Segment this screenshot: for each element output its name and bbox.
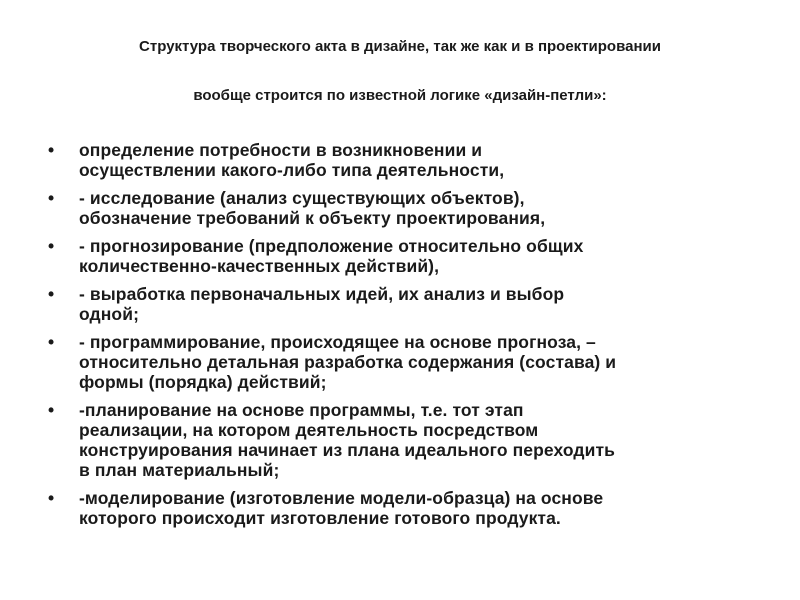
bullet-icon: • bbox=[48, 400, 55, 420]
bullet-icon: • bbox=[48, 284, 55, 304]
bullet-text-line: -моделирование (изготовление модели-образца) на основе bbox=[79, 488, 604, 508]
bullet-text-line: количественно-качественных действий), bbox=[79, 256, 440, 276]
bullet-icon: • bbox=[48, 332, 55, 352]
bullet-text-line: - программирование, происходящее на основе прогноза, – bbox=[79, 332, 596, 352]
bullet-text-line: - исследование (анализ существующих объектов), bbox=[79, 188, 525, 208]
bullet-text-line: относительно детальная разработка содержания (состава) и bbox=[79, 352, 617, 372]
bullet-text-line: реализации, на котором деятельность посредством bbox=[79, 420, 539, 440]
bullet-item bbox=[48, 140, 760, 180]
bullet-text-line: - прогнозирование (предположение относительно общих bbox=[79, 236, 584, 256]
slide-title-line-2: вообще строится по известной логике «дизайн-петли»: bbox=[193, 87, 607, 104]
bullet-text-line: - выработка первоначальных идей, их анализ и выбор bbox=[79, 284, 565, 304]
bullet-icon: • bbox=[48, 488, 55, 508]
bullet-item bbox=[48, 284, 760, 324]
bullet-text-line: конструирования начинает из плана идеального переходить bbox=[79, 440, 616, 460]
bullet-text-line: формы (порядка) действий; bbox=[79, 372, 327, 392]
bullet-text-line: -планирование на основе программы, т.е. тот этап bbox=[79, 400, 524, 420]
bullet-item bbox=[48, 236, 760, 276]
bullet-item bbox=[48, 488, 760, 528]
bullet-item bbox=[48, 188, 760, 228]
bullet-list bbox=[48, 140, 760, 536]
bullet-item bbox=[48, 400, 760, 480]
bullet-text-line: обозначение требований к объекту проектирования, bbox=[79, 208, 546, 228]
bullet-text-line: определение потребности в возникновении и bbox=[79, 140, 483, 160]
slide-title-line-1: Структура творческого акта в дизайне, так же как и в проектировании bbox=[139, 38, 661, 55]
bullet-text-line: которого происходит изготовление готового продукта. bbox=[79, 508, 561, 528]
bullet-icon: • bbox=[48, 140, 55, 160]
bullet-icon: • bbox=[48, 188, 55, 208]
bullet-text-line: одной; bbox=[79, 304, 140, 324]
bullet-text-line: в план материальный; bbox=[79, 460, 280, 480]
bullet-icon: • bbox=[48, 236, 55, 256]
bullet-text-line: осуществлении какого-либо типа деятельности, bbox=[79, 160, 505, 180]
bullet-item bbox=[48, 332, 760, 392]
